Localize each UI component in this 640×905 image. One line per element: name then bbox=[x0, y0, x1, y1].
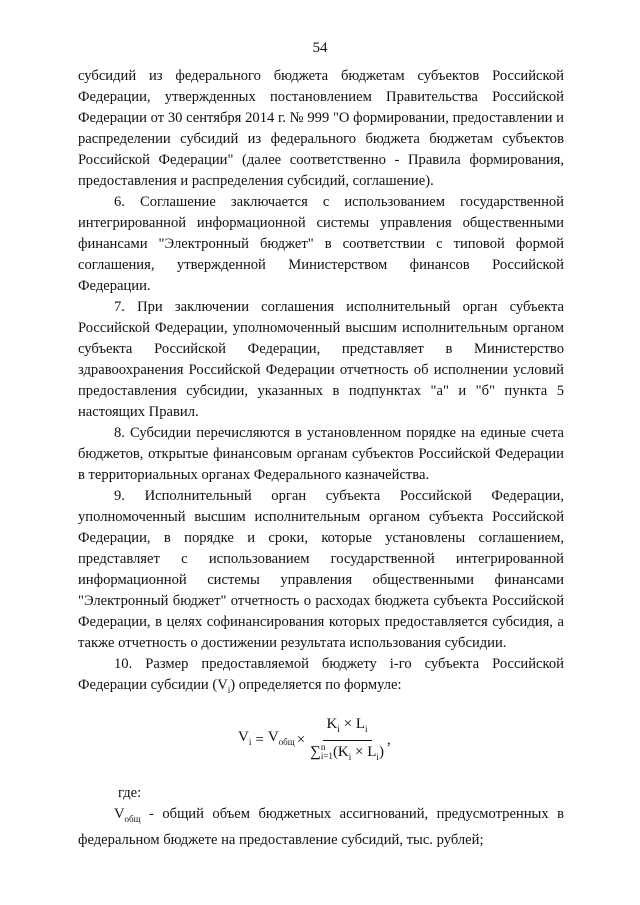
where-label: где: bbox=[118, 784, 142, 801]
formula-lhs: $V_i$ bbox=[238, 729, 252, 748]
paragraph: 8. Субсидии перечисляются в установленном порядке на единые счета бюджетов, открытые финансовым органам субъектов Российской Федерации в территориальных органах Федерального казначейства. bbox=[78, 425, 564, 483]
page-number: 54 bbox=[312, 40, 328, 56]
formula bbox=[238, 715, 391, 766]
definition-variable: $V_{общ}$ bbox=[114, 805, 141, 824]
paragraph: 6. Соглашение заключается с использованием государственной интегрированной информационной системы управления общественными финансами "Электронный бюджет" в соответствии с типовой формой соглашения, утвержденной Министерством финансов Российской Федерации. bbox=[78, 194, 564, 294]
formula-fraction bbox=[310, 715, 384, 766]
paragraph: 9. Исполнительный орган субъекта Российской Федерации, уполномоченный высшим исполнительным органом субъекта Российской Федерации, в порядке и сроки, которые установлены соглашением, представляет с использованием государственной интегрированной информационной системы управления общественными финансами "Электронный бюджет" отчетность о расходах бюджета субъекта Российской Федерации, в целях софинансирования которых предоставляется субсидия, а также отчетность о достижении результата использования субсидии. bbox=[78, 488, 564, 651]
definition-v-total bbox=[78, 804, 564, 851]
paragraph-10 bbox=[78, 654, 564, 701]
formula-times: × bbox=[296, 731, 306, 748]
formula-block bbox=[78, 709, 564, 769]
paragraph: субсидий из федерального бюджета бюджетам субъектов Российской Федерации, утвержденных постановлением Правительства Российской Федерации от 30 сентября 2014 г. № 999 "О формировании, предоставлении и распределении субсидий из федерального бюджета бюджетам субъектов Российской Федерации" (далее соответственно - Правила формирования, предоставления и распределения субсидий, соглашение). bbox=[78, 68, 564, 189]
variable-vi: $V_i$ bbox=[217, 677, 231, 695]
paragraph-10-text-after: ) определяется по формуле: bbox=[230, 677, 402, 693]
document-body bbox=[78, 66, 564, 851]
paragraph-10-text-before: 10. Размер предоставляемой бюджету i-го субъекта Российской Федерации субсидии ( bbox=[78, 656, 564, 693]
paragraph: 7. При заключении соглашения исполнительный орган субъекта Российской Федерации, уполномоченный высшим исполнительным органом субъекта Российской Федерации, представляет в Министерство здравоохранения Российской Федерации отчетность об исполнении условий предоставления субсидии, указанных в подпунктах "а" и "б" пункта 5 настоящих Правил. bbox=[78, 299, 564, 420]
formula-trailing-comma: , bbox=[386, 731, 391, 748]
formula-equals: = bbox=[255, 731, 264, 748]
definition-text: - общий объем бюджетных ассигнований, предусмотренных в федеральном бюджете на предоставление субсидий, тыс. рублей; bbox=[78, 805, 564, 848]
formula-denominator: ∑ n i=1 $(K_i \times L_i)$ bbox=[310, 742, 384, 762]
formula-numerator: $K_i \times L_i$ bbox=[323, 715, 372, 741]
formula-v-total: $V_{общ}$ bbox=[267, 729, 295, 748]
